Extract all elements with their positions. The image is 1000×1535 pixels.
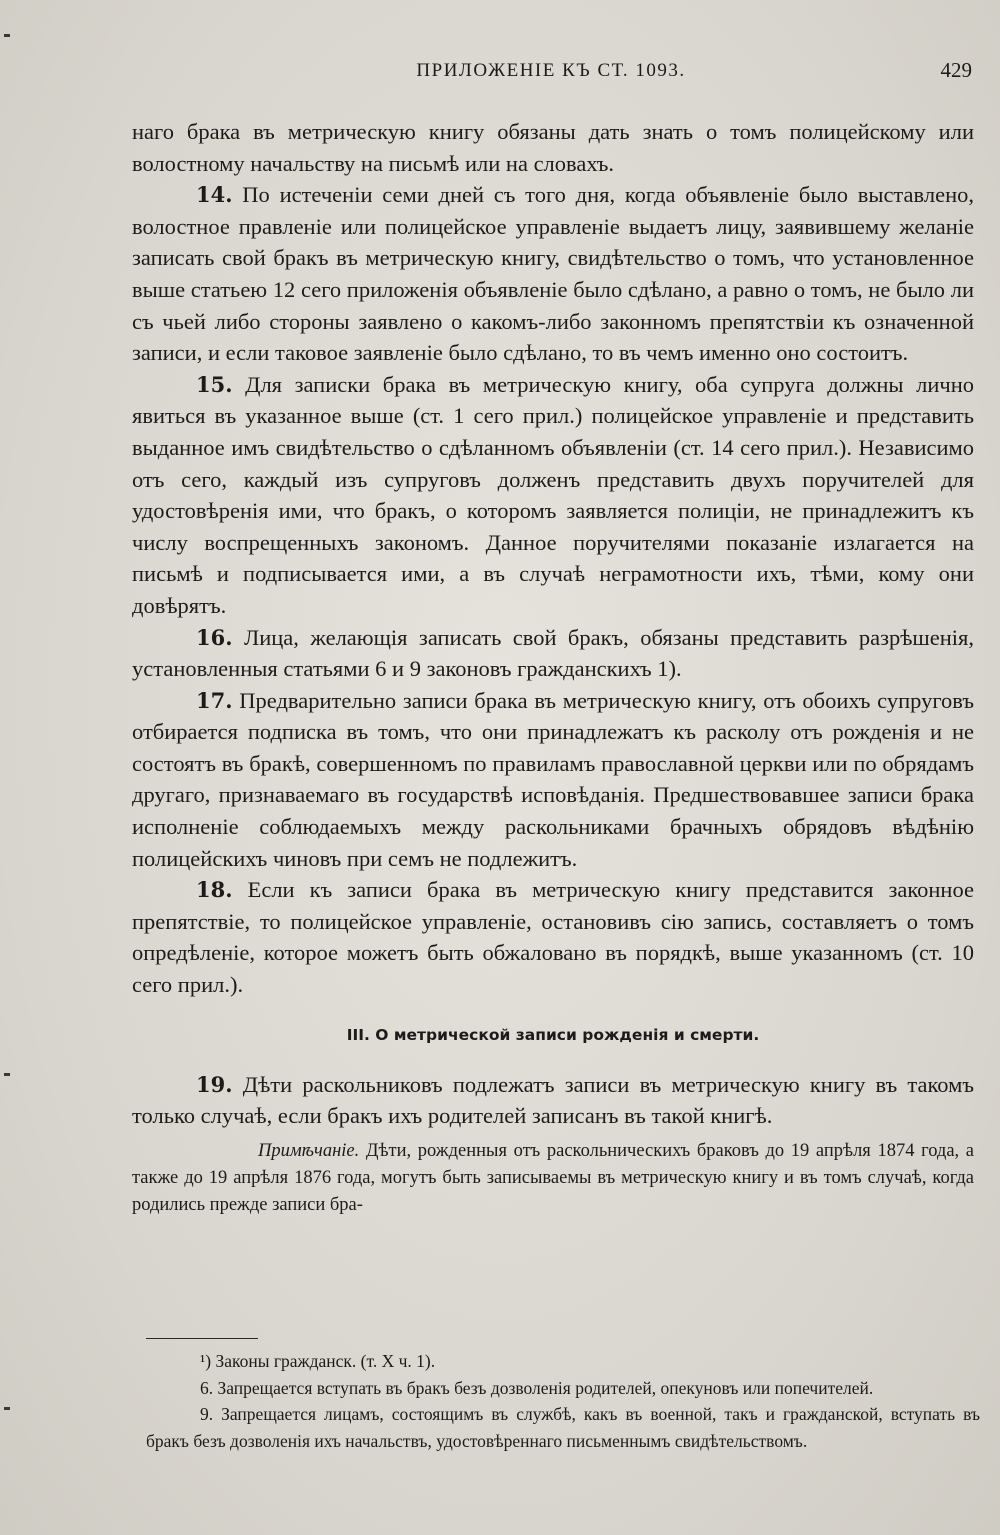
article-16 <box>132 622 974 685</box>
article-17 <box>132 685 974 875</box>
article-18 <box>132 874 974 1000</box>
page-header <box>130 58 972 88</box>
article-number: 16. <box>196 624 233 650</box>
footnotes <box>146 1348 980 1454</box>
article-text: Лица, желающія записать свой бракъ, обязаны представить разрѣшенія, установленныя статьями 6 и 9 законовъ гражданскихъ <box>132 624 974 682</box>
article-19 <box>132 1069 974 1132</box>
edge-mark-top <box>4 34 10 37</box>
edge-mark-middle <box>4 1073 10 1076</box>
footnote-law-6: 6. Запрещается вступать въ бракъ безъ дозволенія родителей, опекуновъ или попечителей. <box>200 1377 874 1398</box>
note-label: Примѣчаніе. <box>258 1140 360 1161</box>
footnote-law-9: 9. Запрещается лицамъ, состоящимъ въ службѣ, какъ въ военной, такъ и гражданской, вступать въ бракъ безъ дозволенія ихъ начальствъ, удостовѣреннаго письменнымъ свидѣтельствомъ. <box>146 1404 980 1451</box>
article-text: Для записки брака въ метрическую книгу, оба супруга должны лично явиться въ указанное выше (ст. 1 сего прил.) полицейское управленіе и представить выданное имъ свидѣтельство о сдѣланномъ объявленіи (ст. 14 сего прил.). Независимо отъ сего, каждый изъ супруговъ долженъ представить двухъ поручителей для удостовѣренія ими, что бракъ, о которомъ заявляется полиціи, не принадлежитъ къ числу воспрещенныхъ закономъ. Данное поручителями показаніе излагается на письмѣ и подписывается ими, а въ случаѣ неграмотности ихъ, тѣми, кому они довѣрятъ. <box>132 371 974 618</box>
article-text: По истеченіи семи дней съ того дня, когда объявленіе было выставлено, волостное правленіе или полицейское управленіе выдаетъ лицу, заявившему желаніе записать свой бракъ въ метрическую книгу, свидѣтельство о томъ, что установленное выше статьею 12 сего приложенія объявленіе было сдѣлано, а равно о томъ, не было ли съ чьей либо стороны заявлено о какомъ-либо законномъ препятствіи къ означенной записи, и если таковое заявленіе было сдѣлано, то въ чемъ именно оно состоитъ. <box>132 182 974 366</box>
footnote-divider <box>146 1338 258 1339</box>
article-text: Предварительно записи брака въ метрическую книгу, отъ обоихъ супруговъ отбирается подписка въ томъ, что они принадлежатъ къ расколу отъ рожденія и не состоятъ въ бракѣ, совершенномъ по правиламъ православной церкви или по обрядамъ другаго, признаваемаго въ государствѣ исповѣданія. Предшествовавшее записи брака исполненіе соблюдаемыхъ между раскольниками брачныхъ обрядовъ вѣдѣнію полицейскихъ чиновъ при семъ не подлежитъ. <box>132 687 974 871</box>
footnote-reference[interactable]: 1). <box>657 656 682 682</box>
article-number: 18. <box>196 877 233 903</box>
body-text <box>132 116 974 1219</box>
section-heading: III. О метрической записи рожденія и смерти. <box>346 1025 760 1044</box>
article-number: 15. <box>196 371 233 397</box>
article-text: Если къ записи брака въ метрическую книгу представится законное препятствіе, то полицейское управленіе, остановивъ сію запись, составляетъ о томъ опредѣленіе, которое можетъ быть обжаловано въ порядкѣ, выше указанномъ (ст. 10 сего прил.). <box>132 877 974 998</box>
page-number: 429 <box>940 58 972 82</box>
footnote-1: ¹) Законы гражданск. (т. X ч. 1). <box>200 1351 436 1371</box>
article-number: 19. <box>196 1071 233 1097</box>
note-paragraph <box>132 1138 974 1219</box>
article-14 <box>132 179 974 369</box>
article-text: Дѣти раскольниковъ подлежатъ записи въ метрическую книгу въ такомъ только случаѣ, если бракъ ихъ родителей записанъ въ такой книгѣ. <box>132 1071 974 1129</box>
article-number: 17. <box>196 687 233 713</box>
note-text: Дѣти, рожденныя отъ раскольническихъ браковъ до 19 апрѣля 1874 года, а также до 19 апрѣля 1876 года, могутъ быть записываемы въ метрическую книгу и въ томъ случаѣ, когда родились прежде записи бра- <box>132 1140 974 1215</box>
edge-mark-bottom <box>4 1407 10 1410</box>
paragraph-continuation: наго брака въ метрическую книгу обязаны дать знать о томъ полицейскому или волостному начальству на письмѣ или на словахъ. <box>132 119 974 176</box>
running-head: ПРИЛОЖЕНІЕ КЪ СТ. 1093. <box>416 60 686 81</box>
article-number: 14. <box>196 182 233 208</box>
article-15 <box>132 369 974 622</box>
